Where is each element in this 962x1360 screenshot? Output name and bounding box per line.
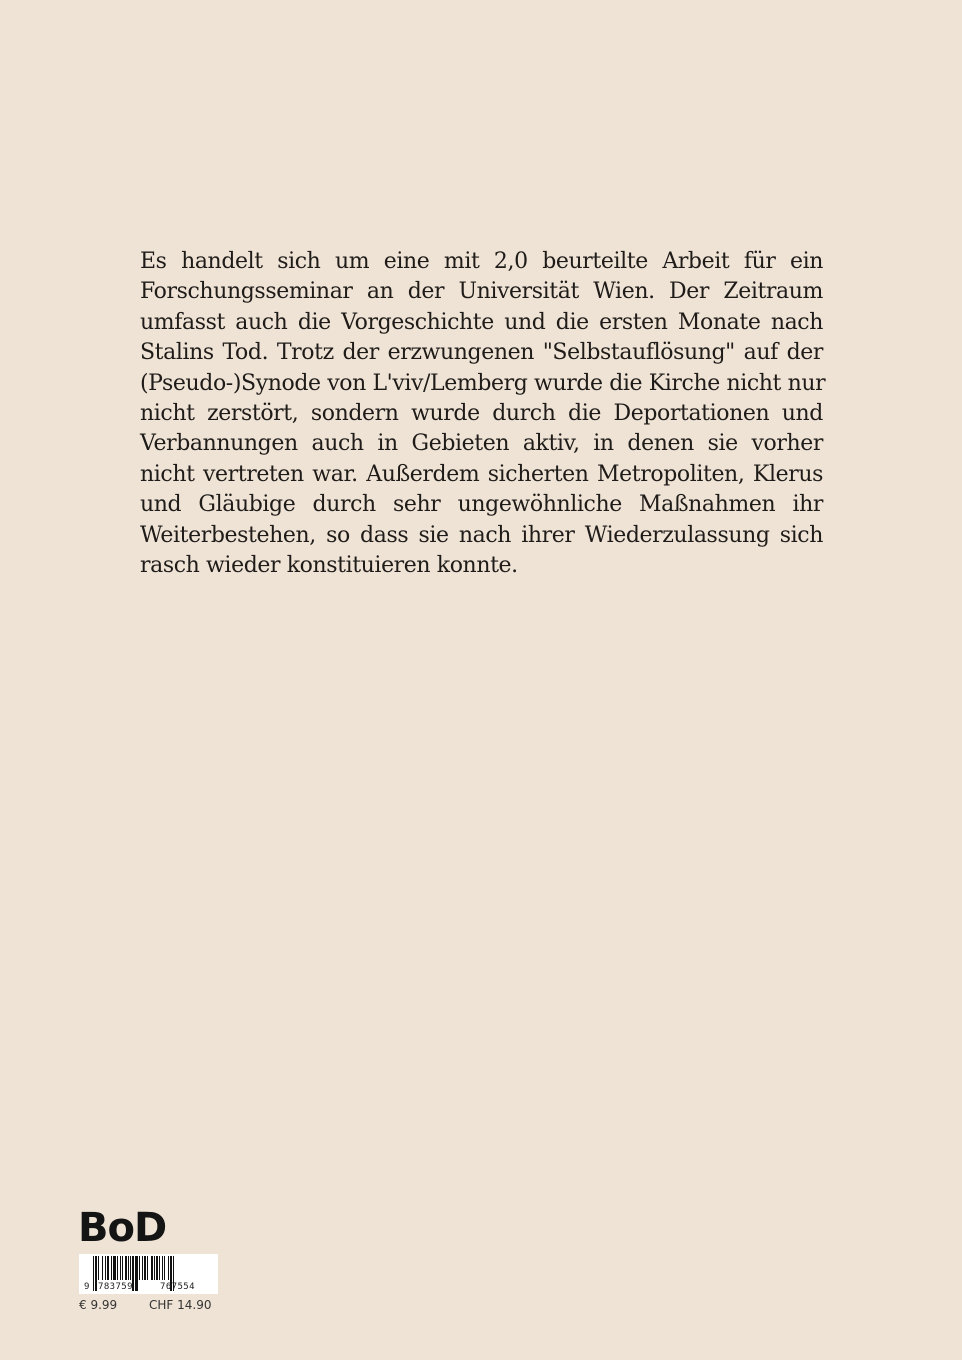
barcode-bar	[130, 1256, 131, 1280]
barcode-bar	[147, 1256, 148, 1280]
blurb-line: (Pseudo-)Synode von L'viv/Lemberg wurde die Kirche nicht nur	[140, 370, 826, 396]
barcode-right-digits: 767554	[160, 1282, 195, 1292]
blurb-line: rasch wieder konstituieren konnte.	[140, 553, 518, 579]
blurb-text	[140, 247, 826, 581]
barcode-bar	[120, 1256, 121, 1280]
blurb-line: Es handelt sich um eine mit 2,0 beurteilte Arbeit für ein	[140, 249, 823, 274]
barcode-bar	[139, 1256, 140, 1280]
barcode-bar	[105, 1256, 106, 1280]
barcode-bar	[156, 1256, 158, 1280]
barcode-bar	[111, 1256, 112, 1280]
barcode-bar	[102, 1256, 103, 1280]
barcode-bar	[125, 1256, 127, 1280]
blurb-line: Forschungsseminar an der Universität Wien. Der Zeitraum	[140, 279, 823, 305]
barcode-bar	[144, 1256, 146, 1280]
blurb-line: nicht vertreten war. Außerdem sicherten Metropoliten, Klerus	[140, 461, 823, 487]
barcode-bar	[122, 1256, 123, 1280]
barcode-bar	[135, 1256, 138, 1291]
price-euro: € 9.99	[79, 1298, 118, 1312]
barcode-bar	[162, 1256, 163, 1280]
barcode-bar	[128, 1256, 129, 1280]
barcode-bar	[98, 1256, 99, 1280]
barcode-bar	[95, 1256, 97, 1291]
barcode-bar	[168, 1256, 169, 1280]
barcode-bar	[151, 1256, 153, 1280]
price-chf: CHF 14.90	[149, 1298, 212, 1312]
blurb-line: nicht zerstört, sondern wurde durch die Deportationen und	[140, 401, 823, 427]
blurb-line: Verbannungen auch in Gebieten aktiv, in denen sie vorher	[140, 431, 823, 457]
barcode-bar	[164, 1256, 165, 1280]
publisher-logo: BoD	[78, 1205, 167, 1251]
barcode-bar	[113, 1256, 116, 1280]
barcode-bar	[154, 1256, 155, 1280]
blurb-line: Stalins Tod. Trotz der erzwungenen "Selbstauflösung" auf der	[140, 340, 823, 366]
blurb-line: Weiterbestehen, so dass sie nach ihrer Wiederzulassung sich	[140, 522, 823, 548]
isbn-barcode	[79, 1254, 218, 1294]
barcode-bar	[93, 1256, 94, 1291]
blurb-line: und Gläubige durch sehr ungewöhnliche Maßnahmen ihr	[140, 492, 823, 518]
barcode-bar	[107, 1256, 109, 1280]
barcode-bar	[159, 1256, 160, 1280]
barcode-bar	[142, 1256, 143, 1280]
barcode-bar	[117, 1256, 118, 1280]
barcode-first-digit: 9	[84, 1282, 90, 1292]
barcode-left-digits: 783759	[98, 1282, 133, 1292]
blurb-line: umfasst auch die Vorgeschichte und die ersten Monate nach	[140, 309, 823, 335]
